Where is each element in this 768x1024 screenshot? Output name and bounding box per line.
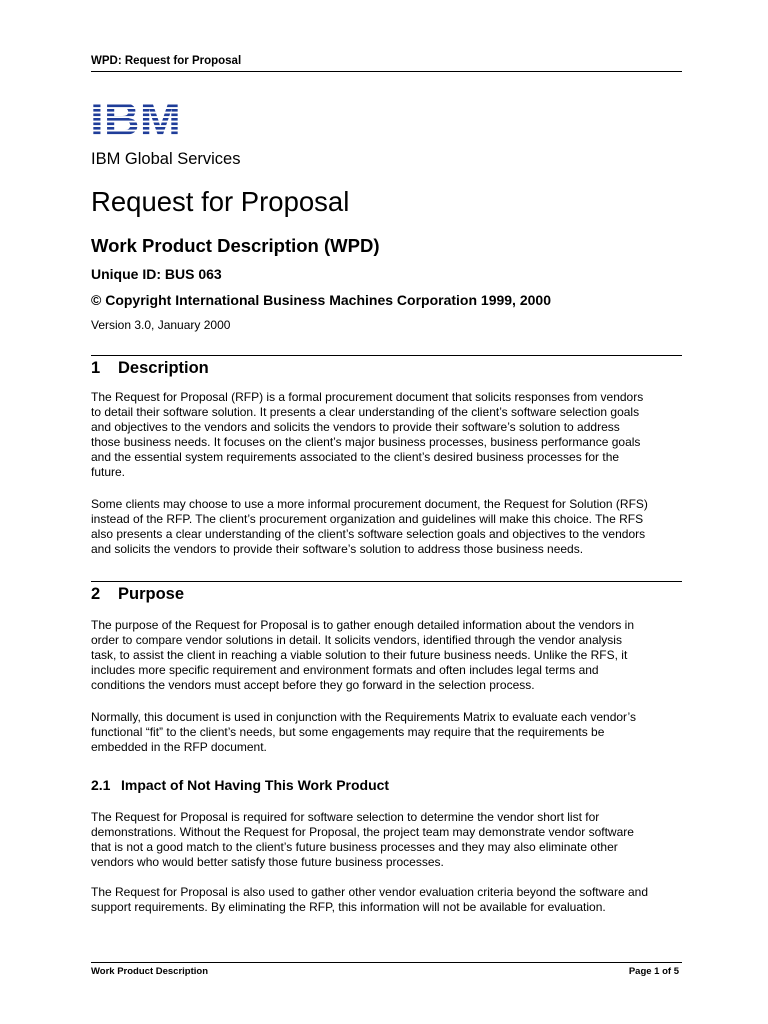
section-2-rule [91, 581, 682, 582]
text-line: Some clients may choose to use a more informal procurement document, the Request for Solution (RFS) [91, 497, 648, 511]
section-number: 2 [91, 585, 101, 603]
text-line: also presents a clear understanding of the client’s software selection goals and objectives to the vendors [91, 527, 646, 541]
ibm-logo-mark [91, 100, 181, 136]
section-1-heading [91, 359, 209, 378]
section-2-1-paragraph-1 [91, 810, 671, 870]
running-header: WPD: Request for Proposal [91, 55, 242, 67]
ibm-logo [91, 100, 181, 141]
section-2-paragraph-2 [91, 710, 671, 755]
section-1-paragraph-2 [91, 497, 671, 557]
section-number: 2.1 [91, 777, 111, 793]
section-number: 1 [91, 359, 101, 377]
section-1-paragraph-1 [91, 390, 671, 480]
text-line: and solicits the vendors to provide their software’s solution to address those business needs. [91, 542, 584, 556]
section-title: Purpose [118, 585, 185, 603]
version-line: Version 3.0, January 2000 [91, 318, 231, 332]
footer-document-type: Work Product Description [91, 966, 209, 977]
copyright-notice: © Copyright International Business Machines Corporation 1999, 2000 [91, 292, 551, 308]
text-line: instead of the RFP. The client’s procurement organization and guidelines will make this choice. The RFS [91, 512, 644, 526]
text-line: demonstrations. Without the Request for Proposal, the project team may demonstrate vendor software [91, 825, 634, 839]
text-line: The purpose of the Request for Proposal is to gather enough detailed information about the vendors in [91, 618, 635, 632]
section-2-1-paragraph-2 [91, 885, 671, 915]
logo-stripe [91, 100, 181, 103]
document-title: Request for Proposal [91, 186, 350, 217]
logo-stripe [91, 109, 181, 112]
logo-stripe [91, 127, 181, 130]
text-line: vendors who would better satisfy those future business processes. [91, 855, 444, 869]
section-2-heading [91, 585, 184, 604]
text-line: support requirements. By eliminating the RFP, this information will not be available for evaluation. [91, 900, 606, 914]
footer-rule [91, 962, 682, 963]
text-line: The Request for Proposal (RFP) is a formal procurement document that solicits responses from vendors [91, 390, 644, 404]
logo-stripe [91, 123, 181, 126]
logo-stripe [91, 132, 181, 135]
text-line: conditions the vendors must accept before they go forward in the selection process. [91, 678, 535, 692]
section-title: Impact of Not Having This Work Product [121, 777, 390, 793]
text-line: embedded in the RFP document. [91, 740, 267, 754]
text-line: The Request for Proposal is required for software selection to determine the vendor short list for [91, 810, 600, 824]
header-rule [91, 71, 682, 72]
unique-id: Unique ID: BUS 063 [91, 266, 222, 282]
page-number: Page 1 of 5 [628, 966, 679, 977]
text-line: The Request for Proposal is also used to gather other vendor evaluation criteria beyond the software and [91, 885, 648, 899]
text-line: those business needs. It focuses on the client’s major business processes, business performance goals [91, 435, 641, 449]
section-2-paragraph-1 [91, 618, 671, 693]
text-line: that is not a good match to the client’s future business processes and they may also eliminate other [91, 840, 618, 854]
text-line: includes more specific requirement and environment formats and often includes legal terms and [91, 663, 599, 677]
text-line: order to compare vendor solutions in detail. It solicits vendors, identified through the vendor analysis [91, 633, 622, 647]
text-line: future. [91, 465, 126, 479]
logo-stripe [91, 118, 181, 121]
organization-name: IBM Global Services [91, 150, 241, 168]
text-line: to detail their software solution. It presents a clear understanding of the client’s software selection goals [91, 405, 640, 419]
text-line: task, to assist the client in reaching a viable solution to their future business needs. Unlike the RFS, it [91, 648, 628, 662]
text-line: functional “fit” to the client’s needs, but some engagements may require that the requirements be [91, 725, 605, 739]
section-2-1-heading [91, 777, 389, 793]
document-subtitle: Work Product Description (WPD) [91, 235, 380, 256]
text-line: and objectives to the vendors and solicits the vendors to provide their software’s solution to address [91, 420, 620, 434]
logo-stripe [91, 105, 181, 108]
section-title: Description [118, 359, 209, 377]
text-line: Normally, this document is used in conjunction with the Requirements Matrix to evaluate each vendor’s [91, 710, 636, 724]
logo-stripe [91, 114, 181, 117]
text-line: and the essential system requirements associated to the client’s desired business processes for the [91, 450, 620, 464]
section-1-rule [91, 355, 682, 356]
